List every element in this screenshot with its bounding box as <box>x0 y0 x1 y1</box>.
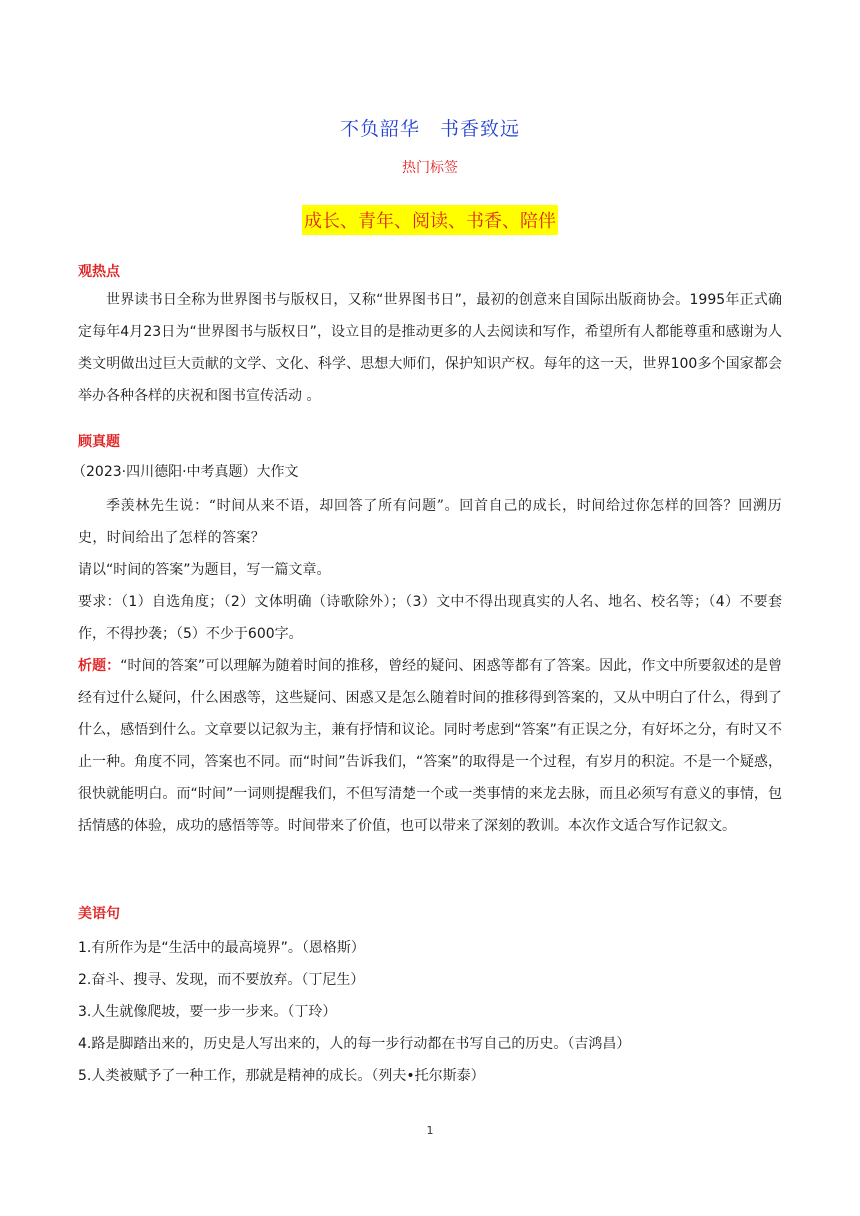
page-subtitle: 热门标签 <box>402 160 458 176</box>
tags-row <box>0 205 860 235</box>
list-item: 2.奋斗、搜寻、发现，而不要放弃。（丁尼生） <box>78 972 365 988</box>
opinion-paragraph: 世界读书日全称为世界图书与版权日，又称“世界图书日”，最初的创意来自国际出版商协会。1995年正式确定每年4月23日为“世界图书与版权日”，设立目的是推动更多的人去阅读和写作，希望所有人都能尊重和感谢为人类文明做出过巨大贡献的文学、文化、科学、思想大师们，保护知识产权。每年的这一天，世界100多个国家都会举办各种各样的庆祝和图书宣传活动 。 <box>78 292 782 404</box>
exam-source: （2023·四川德阳·中考真题）大作文 <box>72 464 299 480</box>
list-item: 5.人类被赋予了一种工作，那就是精神的成长。（列夫•托尔斯泰） <box>78 1068 485 1084</box>
exam-analysis <box>78 650 782 842</box>
section-heading-beautiful: 美语句 <box>78 906 120 922</box>
page-number: 1 <box>426 1124 434 1137</box>
section-heading-real-exam: 顾真题 <box>78 434 120 450</box>
section-heading-opinion: 观热点 <box>78 264 120 280</box>
exam-quote: 季羡林先生说：“时间从来不语，却回答了所有问题”。回首自己的成长，时间给过你怎样的回答？回溯历史，时间给出了怎样的答案？ <box>78 498 782 546</box>
exam-instruction: 请以“时间的答案”为题目，写一篇文章。 <box>78 562 331 578</box>
page-title: 不负韶华 书香致远 <box>339 118 520 140</box>
list-item: 1.有所作为是“生活中的最高境界”。（恩格斯） <box>78 940 365 956</box>
exam-requirements: 要求：（1）自选角度；（2）文体明确（诗歌除外）；（3）文中不得出现真实的人名、地名、校名等；（4）不要套作，不得抄袭；（5）不少于600字。 <box>78 594 782 642</box>
list-item: 4.路是脚踏出来的，历史是人写出来的，人的每一步行动都在书写自己的历史。（吉鸿昌） <box>78 1036 631 1052</box>
analysis-text: “时间的答案”可以理解为随着时间的推移，曾经的疑问、困惑等都有了答案。因此，作文中所要叙述的是曾经有过什么疑问，什么困惑等，这些疑问、困惑又是怎么随着时间的推移得到答案的，又从中明白了什么，得到了什么，感悟到什么。文章要以记叙为主，兼有抒情和议论。同时考虑到“答案”有正误之分，有好坏之分，有时又不止一种。角度不同，答案也不同。而“时间”告诉我们，“答案”的取得是一个过程，有岁月的积淀。不是一个疑惑，很快就能明白。而“时间”一词则提醒我们，不但写清楚一个或一类事情的来龙去脉，而且必须写有意义的事情，包括情感的体验，成功的感悟等等。时间带来了价值，也可以带来了深刻的教训。本次作文适合写作记叙文。 <box>78 658 782 834</box>
hot-tags: 成长、青年、阅读、书香、陪伴 <box>302 205 558 235</box>
analysis-label: 析题： <box>78 658 121 674</box>
list-item: 3.人生就像爬坡，要一步一步来。（丁玲） <box>78 1004 337 1020</box>
quote-list <box>78 932 630 1092</box>
